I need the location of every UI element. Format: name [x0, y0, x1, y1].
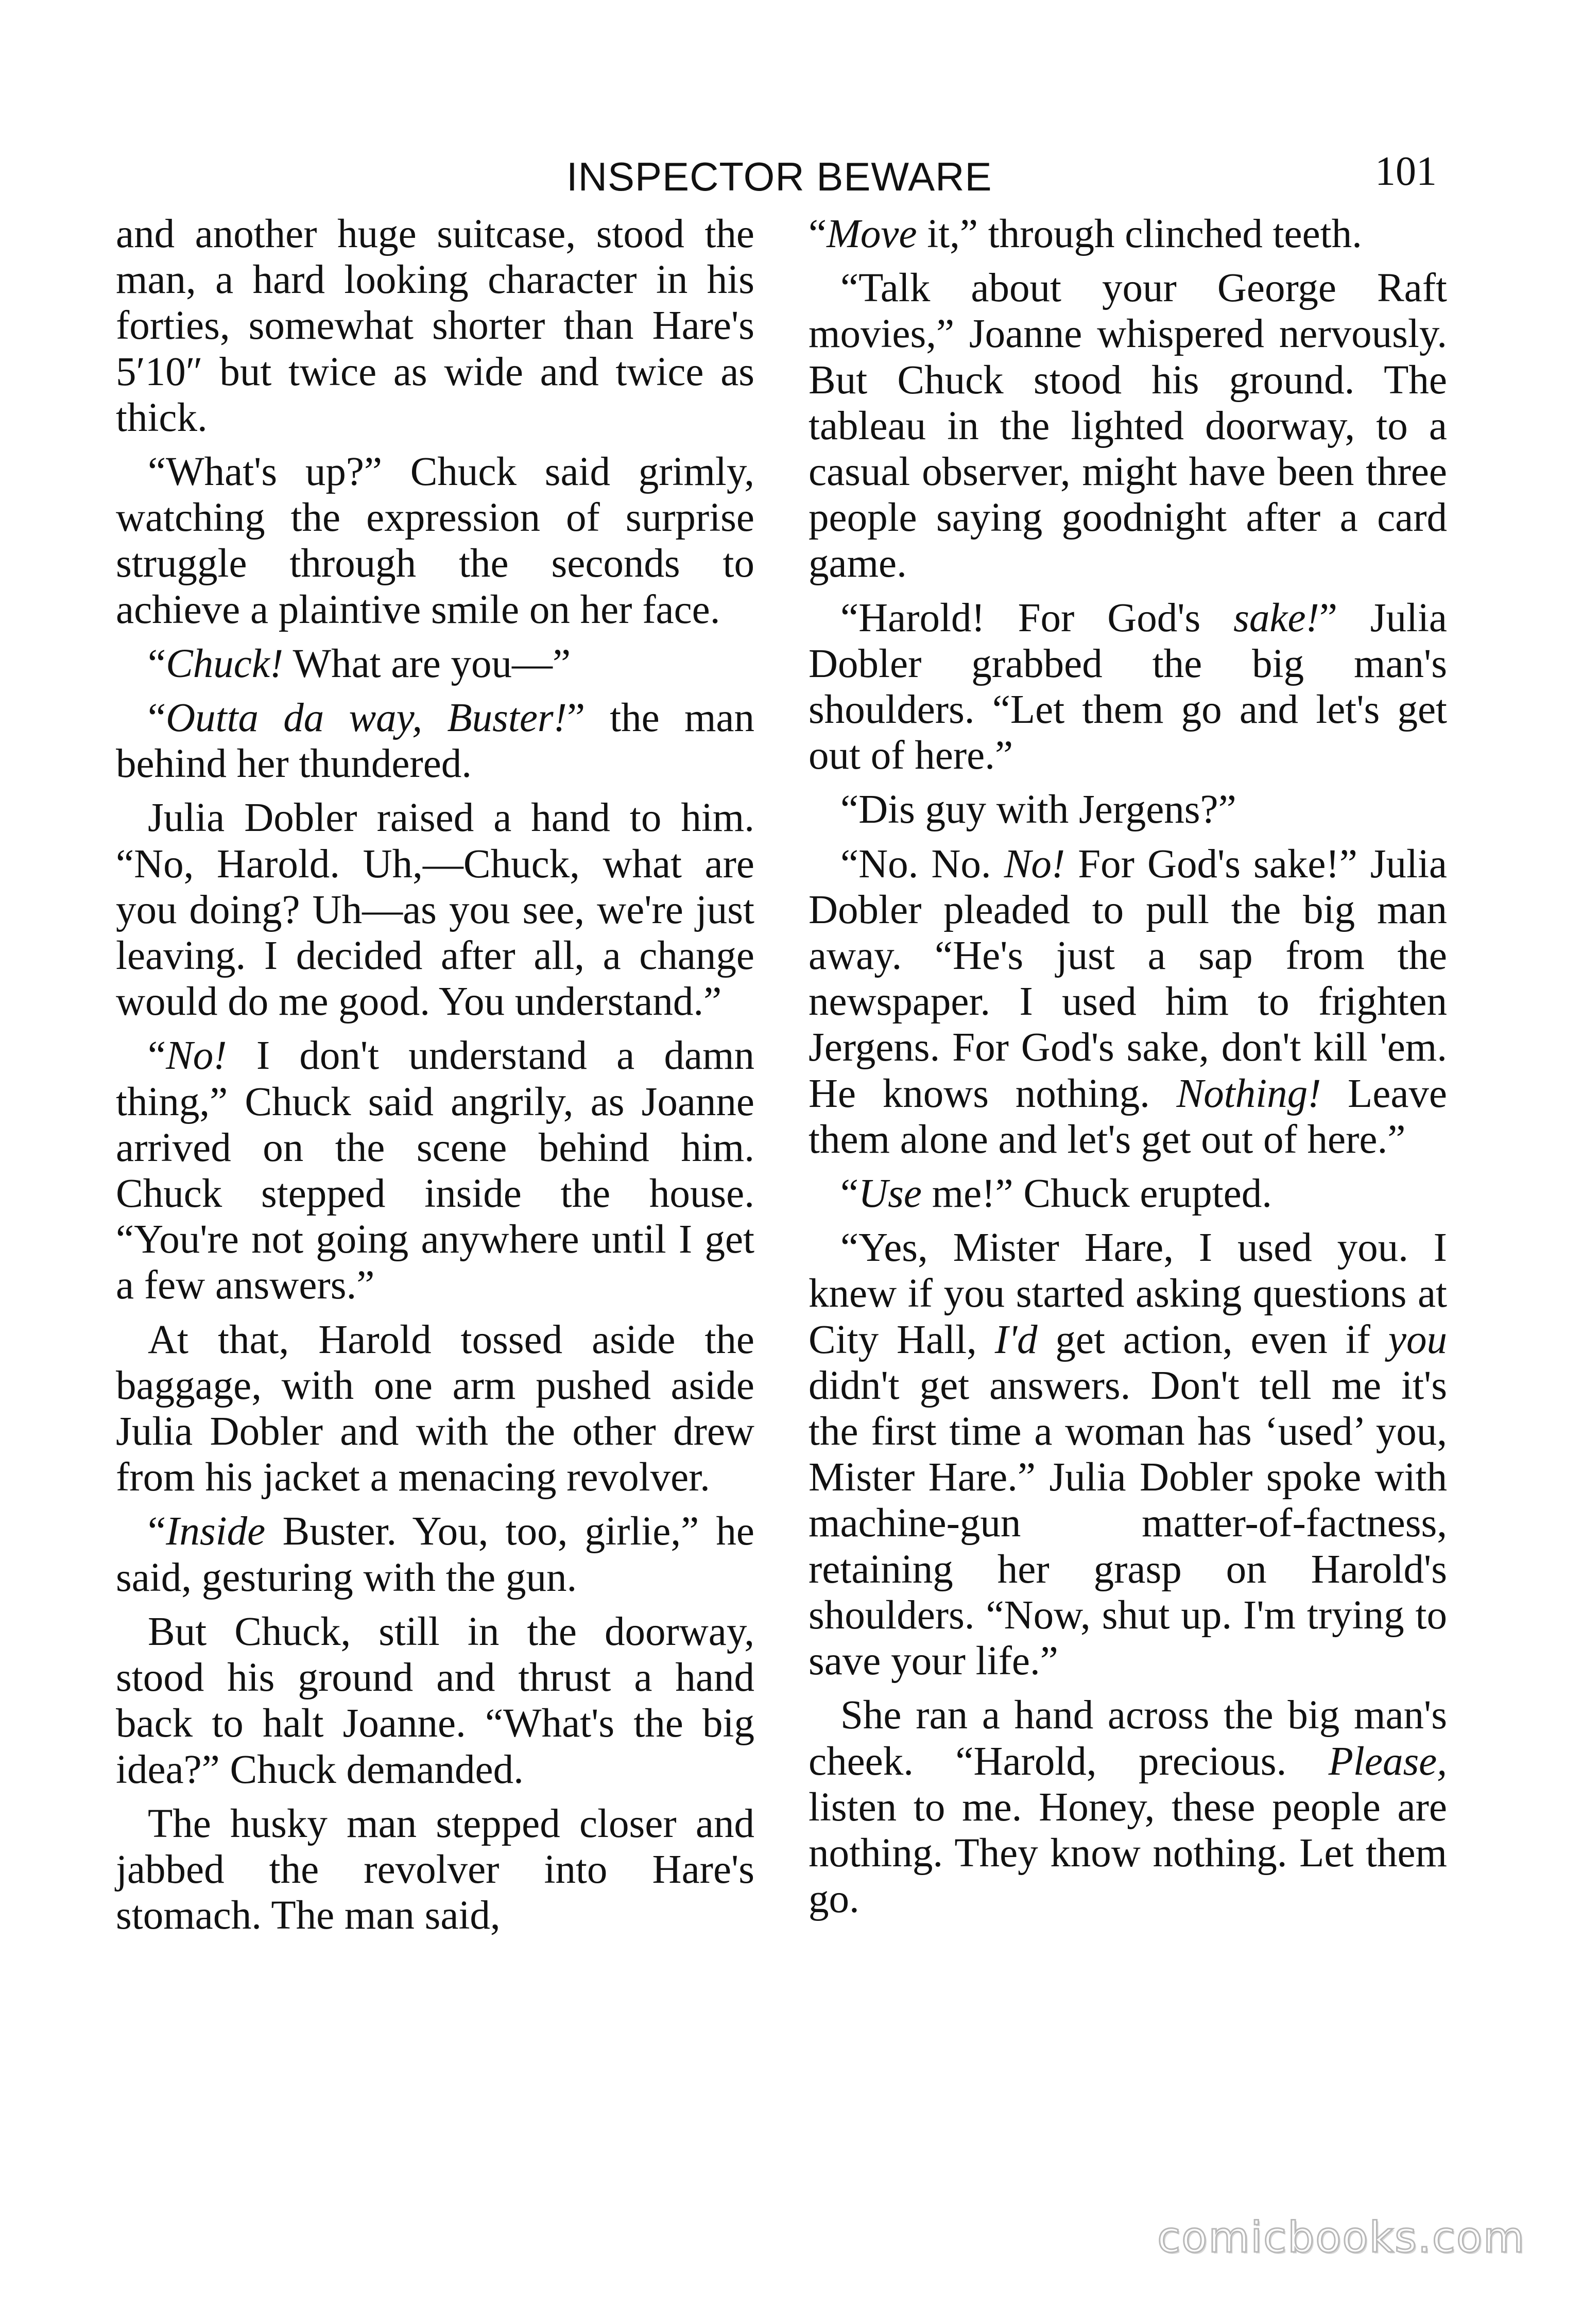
text-run: “No. No. [840, 841, 1004, 887]
italic-text: No! [166, 1033, 227, 1079]
text-column-right [809, 211, 1447, 1922]
running-head-title: INSPECTOR BEWARE [566, 154, 992, 199]
text-run: But Chuck, still in the doorway, stood his ground and thrust a hand back to halt Joanne. “What's the big idea?” Chuck demanded. [116, 1609, 754, 1792]
text-run: “ [148, 1509, 166, 1554]
paragraph [809, 1692, 1447, 1922]
text-run: “ [148, 641, 166, 686]
text-run: me!” Chuck erupted. [921, 1171, 1272, 1217]
paragraph [809, 595, 1447, 779]
text-column-left [116, 211, 754, 1938]
paragraph [116, 1508, 754, 1600]
italic-text: Move [827, 212, 917, 256]
text-run: Leave them alone and let's get out of here.” [809, 1071, 1447, 1162]
paragraph [116, 1317, 754, 1501]
paragraph [116, 1801, 754, 1939]
italic-text: Inside [166, 1509, 266, 1554]
italic-text: Use [858, 1171, 922, 1217]
text-run: get action, even if [1037, 1317, 1388, 1362]
text-run: “ [148, 1033, 166, 1079]
paragraph [809, 787, 1447, 833]
paragraph [116, 1609, 754, 1793]
paragraph [116, 449, 754, 633]
italic-text: Chuck! [166, 641, 284, 686]
paragraph [809, 211, 1447, 257]
text-run: ” the man behind her thundered. [116, 696, 754, 787]
paragraph [809, 1171, 1447, 1217]
text-run: At that, Harold tossed aside the baggage, with one arm pushed aside Julia Dobler and with the other drew from his jacket a menacing revolver. [116, 1317, 754, 1500]
italic-text: Nothing! [1176, 1071, 1321, 1116]
paragraph [809, 841, 1447, 1163]
italic-text: you [1388, 1317, 1447, 1362]
paragraph [809, 265, 1447, 586]
text-run: “What's up?” Chuck said grimly, watching the expression of surprise struggle through the seconds to achieve a plaintive smile on her face. [116, 449, 754, 632]
text-run: For God's sake!” Julia Dobler pleaded to pull the big man away. “He's just a sap from the newspaper. I used him to frighten Jergens. For God's sake, don't kill 'em. He knows nothing. [809, 841, 1447, 1116]
italic-text: Please, [1328, 1739, 1447, 1784]
text-run: “ [148, 696, 166, 741]
text-run: “ [809, 212, 827, 256]
paragraph [116, 795, 754, 1025]
paragraph [116, 641, 754, 687]
text-run: it,” through clinched teeth. [917, 212, 1362, 256]
text-run: ” Julia Dobler grabbed the big man's shoulders. “Let them go and let's get out of here.” [809, 595, 1447, 778]
paragraph [116, 211, 754, 441]
italic-text: Outta da way, Buster! [166, 696, 567, 741]
text-run: “Harold! For God's [840, 595, 1234, 640]
italic-text: No! [1004, 841, 1065, 887]
italic-text: sake! [1233, 595, 1319, 640]
page-number: 101 [1375, 149, 1437, 194]
text-run: I don't understand a damn thing,” Chuck said angrily, as Joanne arrived on the scene behind him. Chuck stepped inside the house. “You're not going anywhere until I get a few answers.” [116, 1033, 754, 1308]
paragraph [809, 1225, 1447, 1684]
text-run: Buster. You, too, girlie,” he said, gesturing with the gun. [116, 1509, 754, 1600]
italic-text: I'd [994, 1317, 1038, 1362]
text-run: “Talk about your George Raft movies,” Joanne whispered nervously. But Chuck stood his ground. The tableau in the lighted doorway, to a casual observer, might have been three people saying goodnight after a card game. [809, 266, 1447, 586]
text-run: didn't get answers. Don't tell me it's the first time a woman has ‘used’ you, Mister Hare.” Julia Dobler spoke with machine-gun matter-of-factness, retaining her grasp on Harold's shoulders. “Now, shut up. I'm trying to save your life.” [809, 1363, 1447, 1684]
text-run: Julia Dobler raised a hand to him. “No, Harold. Uh,—Chuck, what are you doing? Uh—as you see, we're just leaving. I decided after all, a change would do me good. You understand.” [116, 795, 754, 1025]
text-run: She ran a hand across the big man's cheek. “Harold, precious. [809, 1693, 1447, 1784]
paragraph [116, 1033, 754, 1308]
text-run: “ [840, 1171, 859, 1217]
text-run: What are you—” [283, 641, 571, 686]
text-run: listen to me. Honey, these people are nothing. They know nothing. Let them go. [809, 1784, 1447, 1922]
text-run: “Dis guy with Jergens?” [840, 787, 1236, 833]
paragraph [116, 695, 754, 787]
watermark-logo: comicbooks.com [1157, 2213, 1525, 2262]
text-run: The husky man stepped closer and jabbed the revolver into Hare's stomach. The man said, [116, 1801, 754, 1938]
text-run: and another huge suitcase, stood the man, a hard looking character in his forties, somewhat shorter than Hare's 5′10″ but twice as wide and twice as thick. [116, 212, 754, 440]
text-run: “Yes, Mister Hare, I used you. I knew if you started asking questions at City Hall, [809, 1225, 1447, 1362]
